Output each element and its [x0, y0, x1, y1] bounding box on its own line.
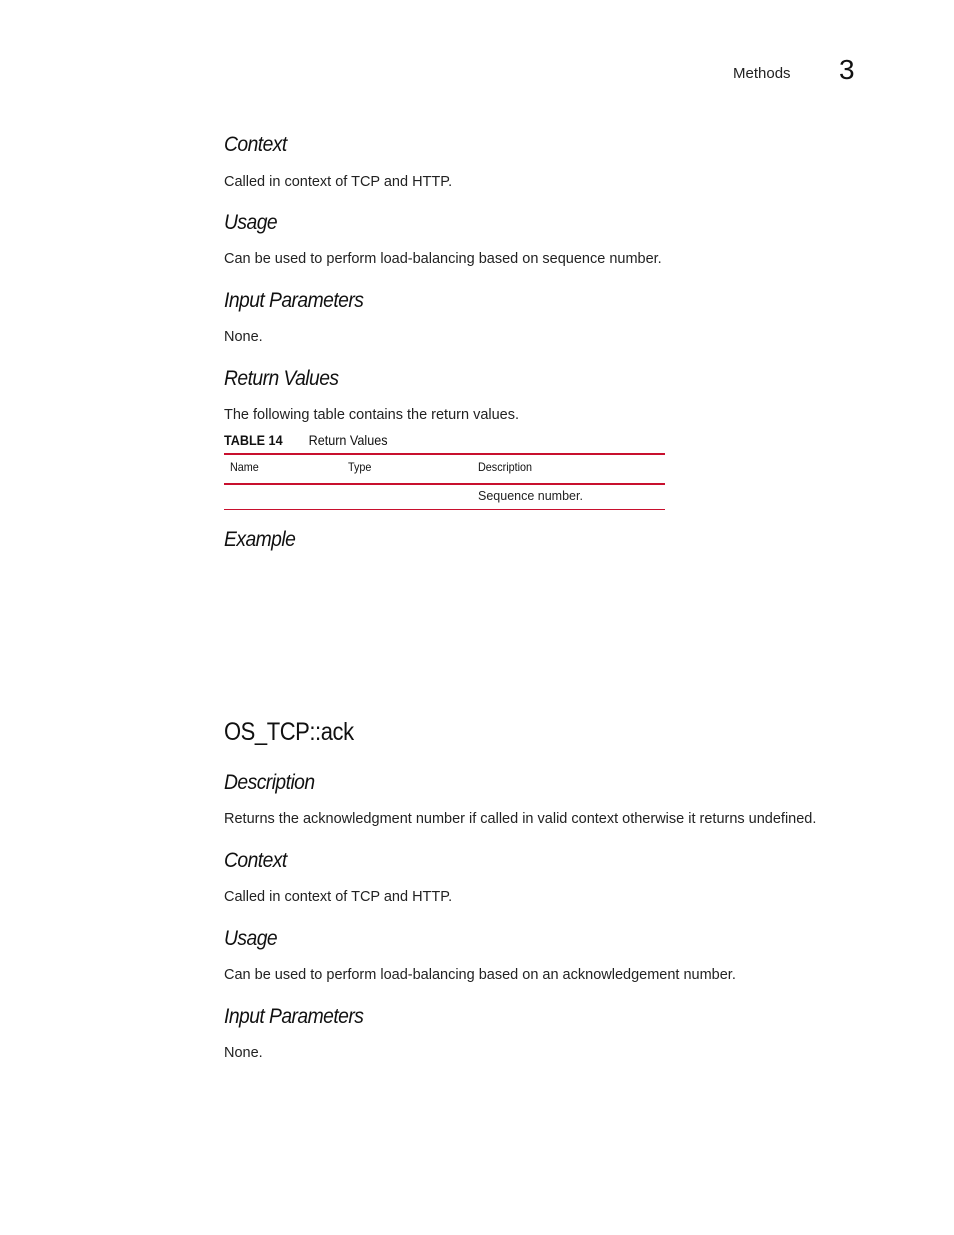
table-title: Return Values [308, 432, 388, 448]
return-values-text: The following table contains the return values. [224, 407, 520, 423]
table-number: TABLE 14 [224, 432, 283, 448]
example-heading: Example [224, 528, 296, 551]
input-parameters-heading: Input Parameters [224, 289, 364, 312]
usage-heading-2: Usage [224, 927, 278, 950]
description-heading: Description [224, 771, 315, 794]
chapter-number: 3 [839, 54, 855, 85]
context-heading-2: Context [224, 849, 287, 872]
description-text: Returns the acknowledgment number if called in valid context otherwise it returns undefined. [224, 811, 817, 827]
table-header-row [224, 455, 665, 483]
column-header-type: Type [348, 460, 372, 474]
usage-heading: Usage [224, 211, 278, 234]
input-parameters-text-2: None. [224, 1045, 263, 1061]
context-text: Called in context of TCP and HTTP. [224, 174, 453, 190]
context-heading: Context [224, 133, 287, 156]
column-header-name: Name [230, 460, 259, 474]
usage-text: Can be used to perform load-balancing based on sequence number. [224, 251, 662, 267]
input-parameters-heading-2: Input Parameters [224, 1005, 364, 1028]
running-header-section: Methods [733, 65, 791, 82]
method-title: OS_TCP::ack [224, 718, 354, 746]
context-text-2: Called in context of TCP and HTTP. [224, 889, 453, 905]
return-values-table [224, 453, 665, 510]
table-caption [224, 432, 388, 448]
usage-text-2: Can be used to perform load-balancing based on an acknowledgement number. [224, 967, 736, 983]
return-values-heading: Return Values [224, 367, 339, 390]
table-row [224, 485, 665, 509]
input-parameters-text: None. [224, 329, 263, 345]
column-header-description: Description [478, 460, 533, 474]
cell-description: Sequence number. [478, 489, 583, 503]
table-bottom-rule [224, 509, 665, 510]
